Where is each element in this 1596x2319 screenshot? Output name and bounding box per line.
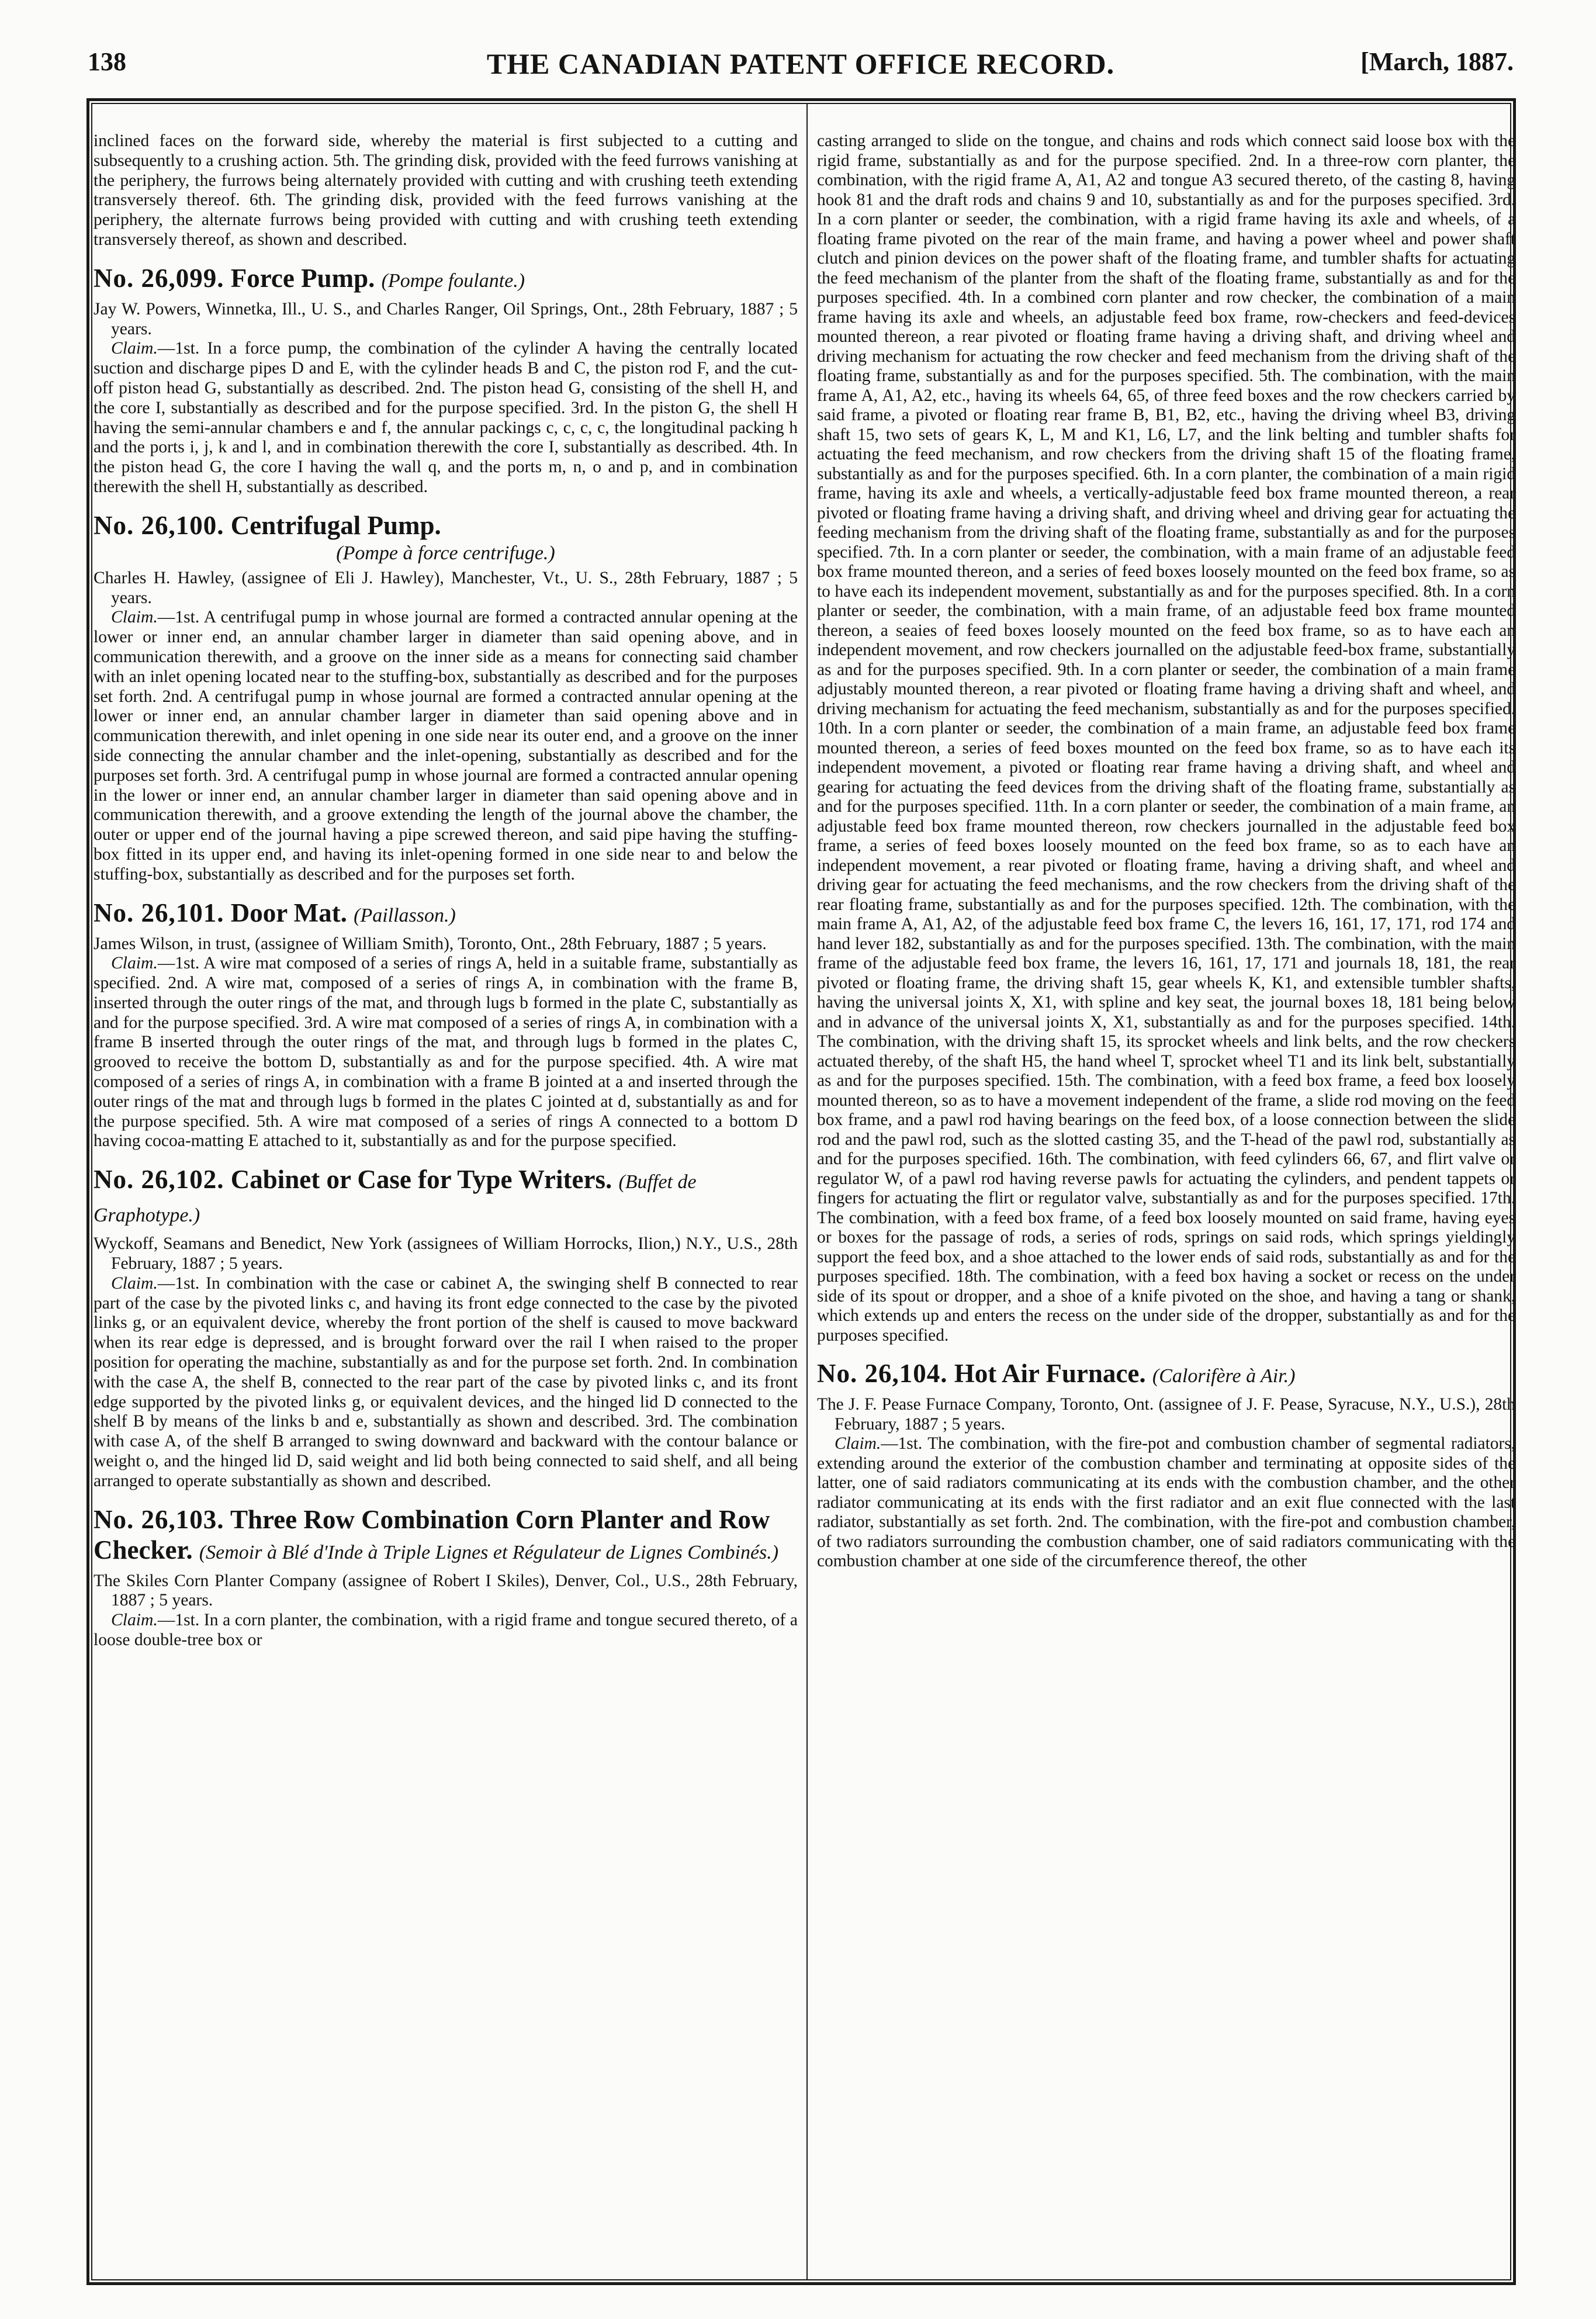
left-column — [94, 131, 798, 2276]
patent-entry — [94, 1504, 798, 1650]
patent-title: Three Row Combination Corn Planter and Row Checker. — [94, 1504, 770, 1565]
claim-label: Claim. — [835, 1434, 881, 1453]
grantee-line: James Wilson, in trust, (assignee of William Smith), Toronto, Ont., 28th February, 1887 ; 5 years. — [94, 934, 767, 953]
patent-title: Cabinet or Case for Type Writers. — [230, 1165, 612, 1195]
claim-text — [94, 1611, 798, 1650]
patent-entry — [817, 1358, 1515, 1572]
right-column — [817, 131, 1515, 2276]
french-title: (Calorifère à Air.) — [1152, 1365, 1296, 1387]
page-number: 138 — [88, 47, 126, 76]
french-title: (Buffet de Graphotype.) — [94, 1171, 697, 1227]
patent-number: No. 26,103. — [94, 1504, 224, 1534]
grantee-line: Charles H. Hawley, (assignee of Eli J. Hawley), Manchester, Vt., U. S., 28th February, 1887 ; 5 years. — [94, 568, 798, 607]
claim-text — [94, 608, 798, 884]
french-title: (Semoir à Blé d'Inde à Triple Lignes et Régulateur de Lignes Combinés.) — [199, 1541, 779, 1563]
patent-heading — [94, 263, 798, 296]
grantee-line: Jay W. Powers, Winnetka, Ill., U. S., and Charles Ranger, Oil Springs, Ont., 28th February, 1887 ; 5 years. — [94, 299, 798, 338]
french-title: (Pompe foulante.) — [381, 269, 525, 292]
running-head — [88, 47, 1514, 88]
patent-heading — [94, 510, 798, 565]
grantee-line: Wyckoff, Seamans and Benedict, New York (assignees of William Horrocks, Ilion,) N.Y., U.S., 28th February, 1887 ; 5 years. — [94, 1234, 798, 1273]
grantee-line: The J. F. Pease Furnace Company, Toronto, Ont. (assignee of J. F. Pease, Syracuse, N.Y., U.S.), 28th February, 1887 ; 5 years. — [817, 1395, 1515, 1434]
claim-text — [94, 339, 798, 497]
continued-claim-text: inclined faces on the forward side, whereby the material is first subjected to a cutting and subsequently to a crushing action. 5th. The grinding disk, provided with the feed furrows vanishing at the periphery, the furrows being alternately provided with cutting and with crushing teeth extending transversely thereof. 6th. The grinding disk, provided with the feed furrows vanishing at the periphery, the alternate furrows being provided with cutting and with crushing teeth extending transversely thereof, as shown and described. — [94, 131, 798, 249]
journal-title: THE CANADIAN PATENT OFFICE RECORD. — [486, 47, 1115, 80]
patent-heading — [817, 1358, 1515, 1392]
patent-heading — [94, 898, 798, 931]
column-divider — [806, 103, 808, 2280]
claim-body: —1st. A wire mat composed of a series of rings A, held in a suitable frame, substantially as specified. 2nd. A wire mat, composed of a series of rings A, in combination with the frame B, inserted through the outer rings of the mat, and through lugs b formed in the plate C, substantially as and for the purpose specified. 3rd. A wire mat composed of a series of rings A, in combination with a frame B inserted through the outer rings of the mat, and through lugs b formed in the plates C, grooved to receive the bottom D, substantially as and for the purpose specified. 4th. A wire mat composed of a series of rings A, in combination with a frame B jointed at a and inserted through the outer rings of the mat and through lugs b formed in the plates C jointed at d, substantially as and for the purpose specified. 5th. A wire mat composed of a series of rings A connected to a bottom D having cocoa-matting E attached to it, substantially as and for the purpose specified. — [94, 954, 798, 1151]
claim-label: Claim. — [111, 339, 158, 358]
continued-claim-text: casting arranged to slide on the tongue, and chains and rods which connect said loose box with the rigid frame, substantially as and for the purpose specified. 2nd. In a three-row corn planter, the combination, with the rigid frame A, A1, A2 and tongue A3 secured thereto, of the casting 8, having hook 81 and the draft rods and chains 9 and 10, substantially as and for the purposes specified. 3rd. In a corn planter or seeder, the combination, with a rigid frame having its axle and wheels, of a floating frame pivoted on the rear of the main frame, and having a power wheel and power shaft clutch and pinion devices on the power shaft of the floating frame, and tumbler shafts for actuating the feed mechanism of the planter from the shaft of the floating frame, substantially as and for the purposes specified. 4th. In a combined corn planter and row checker, the combination of a main frame having its axle and wheels, an adjustable feed box frame, row-checkers and feed-devices mounted thereon, a rear pivoted or floating frame having a driving shaft, and driving wheel and driving mechanism for actuating the row checker and feed mechanism from the driving shaft of the floating frame, substantially as and for the purposes specified. 5th. The combination, with the main frame A, A1, A2, etc., having its wheels 64, 65, of three feed boxes and the row checkers carried by said frame, a pivoted or floating rear frame B, B1, B2, etc., having the driving wheel B3, driving shaft 15, two sets of gears K, L, M and K1, L6, L7, and the link belting and tumbler shafts for actuating the feed mechanism, and row checkers from the driving shaft 15 of the floating frame, substantially as and for the purposes specified. 6th. In a corn planter, the combination of a main rigid frame, having its axle and wheels, a vertically-adjustable feed box frame mounted thereon, a rear pivoted or floating frame having a driving shaft, and driving wheel and driving gear for actuating the feeding mechanism from the driving shaft of the floating frame, substantially as and for the purposes specified. 7th. In a corn planter or seeder, the combination, with a main frame of an adjustable feed box frame mounted thereon, and a series of feed boxes loosely mounted on the feed box frame, so as to have each its independent movement, substantially as and for the purposes specified. 8th. In a corn planter or seeder, the combination, with a main frame, of an adjustable feed box frame mounted thereon, a seaies of feed boxes loosely mounted on the feed box frame, so as to have each an independent movement, and row checkers journalled on the adjustable feed-box frame, substantially as and for the purposes specified. 9th. In a corn planter or seeder, the combination of a main frame adjustably mounted thereon, a rear pivoted or floating frame having a driving shaft and wheel, and driving mechanism for actuating the feed mechanism, substantially as and for the purposes specified. 10th. In a corn planter or seeder, the combination of a main frame, an adjustable feed box frame mounted thereon, a series of feed boxes mounted on the feed box frame, so as to have each its independent movement, a pivoted or floating rear frame having a driving shaft, and wheel and gearing for actuating the feed devices from the driving shaft of the floating frame, substantially as and for the purposes specified. 11th. In a corn planter or seeder, the combination of a main frame, an adjustable feed box frame mounted thereon, row checkers journalled in the adjustable feed box frame, a series of feed boxes loosely mounted on the feed box frame, so as to each have an independent movement, a rear pivoted or floating frame, having a driving shaft, and wheel and driving gear for actuating the feed mechanisms, and the row checkers from the driving shaft of the rear floating frame, substantially as and for the purposes specified. 12th. The combination, with the main frame A, A1, A2, of the adjustable feed box frame C, the levers 16, 161, 17, 171, rod 174 and hand lever 182, substantially as and for the purposes specified. 13th. The combination, with the main frame of the adjustable feed box frame, the levers 16, 161, 17, 171 and journals 18, 181, the rear pivoted or floating frame, the driving shaft 15, gear wheels K, K1, and extensible tumbler shafts, having the universal joints X, X1, with spline and key seat, the journal boxes 18, 181 being below and in advance of the universal joints X, X1, substantially as and for the purposes specified. 14th. The combination, with the driving shaft 15, its sprocket wheels and link belts, and the row checkers actuated thereby, of the shaft H5, the hand wheel T, sprocket wheel T1 and its link belt, substantially as and for the purposes specified. 15th. The combination, with a feed box frame, a feed box loosely mounted thereon, so as to have a movement independent of the frame, a slide rod moving on the feed box frame, and a pawl rod having bearings on the feed box, of a loose connection between the slide rod and the pawl rod, such as the slotted casting 35, and the T-head of the pawl rod, substantially as and for the purposes specified. 16th. The combination, with feed cylinders 66, 67, and flirt valve or regulator W, of a pawl rod having reverse pawls for actuating the cylinders, and pendent tappets or fingers for actuating the flirt or regulator valve, substantially as and for the purposes specified. 17th. The combination, with a feed box frame, of a feed box loosely mounted on said frame, having eyes or boxes for the passage of rods, a series of rods, springs on said rods, which springs yieldingly support the feed box, and a shoe attached to the lower ends of said rods, substantially as and for the purposes specified. 18th. The combination, with a feed box having a socket or recess on the under side of its spout or dropper, and a shoe of a knife pivoted on the shoe, and having a tang or shank, which extends up and enters the recess on the under side of the dropper, substantially as and for the purposes specified. — [817, 131, 1515, 1345]
patent-entry — [94, 263, 798, 497]
patent-title: Force Pump. — [230, 263, 375, 293]
patent-heading — [94, 1164, 798, 1231]
claim-text — [94, 1274, 798, 1491]
french-title: (Paillasson.) — [354, 904, 456, 926]
patent-entry — [94, 1164, 798, 1491]
claim-body: —1st. In combination with the case or cabinet A, the swinging shelf B connected to rear part of the case by the pivoted links c, and having its front edge connected to the case by the pivoted links g, or an equivalent device, whereby the front portion of the shelf is caused to move backward when its rear edge is depressed, and is brought forward over the rail I when raised to the proper position for operating the machine, substantially as and for the purpose set forth. 2nd. In combination with the case A, the shelf B, connected to the rear part of the case by pivoted links c, and its front edge supported by the pivoted links g, or equivalent devices, and the hinged lid D connected to the shelf B by means of the links b and e, substantially as shown and described. 3rd. The combination with case A, of the shelf B arranged to swing downward and backward with the contour balance or weight o, and the hinged lid D, said weight and lid both being connected to said shelf, and all being arranged to operate substantially as shown and described. — [94, 1273, 798, 1490]
patent-heading — [94, 1504, 798, 1568]
grantee-line: The Skiles Corn Planter Company (assignee of Robert I Skiles), Denver, Col., U.S., 28th February, 1887 ; 5 years. — [94, 1571, 798, 1610]
patent-title: Hot Air Furnace. — [954, 1359, 1146, 1388]
patent-number: No. 26,099. — [94, 263, 224, 293]
patent-number: No. 26,104. — [817, 1359, 948, 1388]
patent-number: No. 26,101. — [94, 898, 224, 927]
claim-label: Claim. — [111, 1611, 158, 1630]
patent-title: Door Mat. — [230, 898, 347, 927]
patent-title: Centrifugal Pump. — [230, 510, 441, 540]
claim-body: —1st. A centrifugal pump in whose journal are formed a contracted annular opening at the lower or inner end, an annular chamber larger in diameter than said opening above, and in communication therewith, and a groove on the inner side as a means for connecting said chamber with an inlet opening located near to the stuffing-box, substantially as described and for the purposes set forth. 2nd. A centrifugal pump in whose journal are formed a contracted annular opening at the lower or inner end, an annular chamber larger in diameter than said opening above and in communication therewith, and inlet opening in one side near its outer end, and a groove on the inner side connecting the annular chamber and the inlet-opening, substantially as described and for the purposes set forth. 3rd. A centrifugal pump in whose journal are formed a contracted annular opening in the lower or inner end, an annular chamber larger in diameter than said opening above and in communication therewith, and a groove extending the length of the journal above the chamber, the outer or upper end of the journal having a pipe screwed thereon, and said pipe having the stuffing-box fitted in its upper end, and having its inlet-opening formed in one side near to and below the stuffing-box, substantially as described and for the purposes set forth. — [94, 608, 798, 884]
claim-body: —1st. In a force pump, the combination of the cylinder A having the centrally located suction and discharge pipes D and E, with the cylinder heads B and C, the piston rod F, and the cut-off piston head G, substantially as described. 2nd. The piston head G, consisting of the shell H, and the core I, substantially as described and for the purpose specified. 3rd. In the piston G, the shell H having the semi-annular chambers e and f, the annular packings c, c, c, c, the longitudinal packing h and the ports i, j, k and l, and in combination therewith the core I, substantially as described. 4th. In the piston head G, the core I having the wall q, and the ports m, n, o and p, and in combination therewith the shell H, substantially as described. — [94, 339, 798, 496]
claim-text — [94, 954, 798, 1151]
claim-label: Claim. — [111, 608, 158, 627]
claim-body: —1st. The combination, with the fire-pot and combustion chamber of segmental radiators, extending around the exterior of the combustion chamber and terminating at opposite sides of the latter, one of said radiators communicating at its ends with the combustion chamber, and the other radiator communicating at its ends with the first radiator and an exit flue connected with the last radiator, substantially as set forth. 2nd. The combination, with the fire-pot and combustion chamber, of two radiators surrounding the combustion chamber, one of said radiators communicating with the combustion chamber at one side of the circumference thereof, the other — [817, 1434, 1515, 1570]
claim-label: Claim. — [111, 954, 158, 973]
claim-text — [817, 1434, 1515, 1572]
claim-label: Claim. — [111, 1273, 158, 1293]
patent-number: No. 26,100. — [94, 510, 224, 540]
issue-date: [March, 1887. — [1360, 47, 1514, 76]
patent-entry — [94, 510, 798, 885]
claim-body: —1st. In a corn planter, the combination, with a rigid frame and tongue secured thereto, of a loose double-tree box or — [94, 1611, 798, 1650]
patent-entry — [94, 898, 798, 1152]
french-title: (Pompe à force centrifuge.) — [336, 542, 555, 564]
patent-number: No. 26,102. — [94, 1165, 224, 1195]
